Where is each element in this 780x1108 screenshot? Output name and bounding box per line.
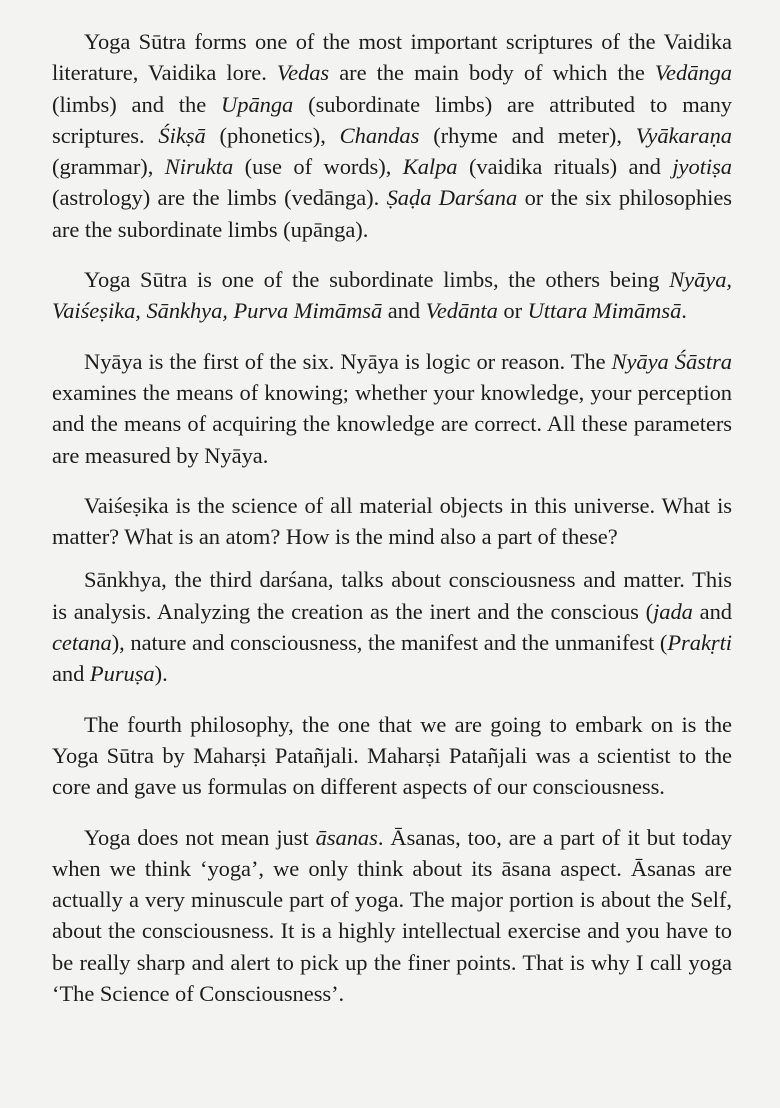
text-run: (use of words), bbox=[233, 154, 403, 180]
paragraph bbox=[52, 564, 732, 689]
text-run: and bbox=[52, 661, 90, 687]
text-run: Yoga Sūtra is one of the subordinate limbs, the others being bbox=[84, 267, 670, 293]
text-run: and bbox=[692, 598, 733, 624]
italic-term: Upānga bbox=[221, 91, 294, 117]
text-run: (grammar), bbox=[52, 154, 165, 180]
text-run: ), nature and consciousness, the manifest and the unmanifest ( bbox=[111, 630, 668, 656]
text-run: Nyāya is the first of the six. Nyāya is logic or reason. The bbox=[84, 348, 612, 374]
text-run: Sānkhya, the third darśana, talks about consciousness and matter. This is analysis. Analyzing the creation as the inert and the conscious ( bbox=[52, 567, 732, 624]
paragraph bbox=[52, 822, 732, 1010]
text-run: Yoga does not mean just bbox=[84, 824, 316, 850]
italic-term: Vedānta bbox=[425, 298, 498, 324]
italic-term: Nyāya Śāstra bbox=[611, 348, 732, 374]
text-run: Vaiśeṣika is the science of all material objects in this universe. What is matter? What is an atom? How is the mind also a part of these? bbox=[52, 492, 732, 550]
italic-term: Ṣaḍa Darśana bbox=[386, 185, 518, 211]
paragraph bbox=[52, 26, 732, 245]
italic-term: Uttara Mimāmsā bbox=[527, 298, 682, 324]
italic-term: Prakṛti bbox=[667, 630, 732, 656]
text-run: Yoga Sūtra forms one of the most important scriptures of the Vaidika literature, Vaidika lore. bbox=[52, 29, 732, 86]
paragraph bbox=[52, 264, 732, 327]
text-run: ). bbox=[154, 661, 168, 687]
italic-term: jada bbox=[653, 598, 693, 624]
text-run: (limbs) and the bbox=[52, 91, 222, 117]
text-run: or bbox=[497, 298, 528, 324]
text-run: The fourth philosophy, the one that we are going to embark on is the Yoga Sūtra by Maharṣi Patañjali. Maharṣi Patañjali was a scientist to the core and gave us formulas on different aspects of our consciousness. bbox=[52, 711, 732, 800]
italic-term: jyotiṣa bbox=[672, 154, 733, 180]
text-run: examines the means of knowing; whether your knowledge, your perception and the means of acquiring the knowledge are correct. All these parameters are measured by Nyāya. bbox=[52, 379, 732, 468]
paragraph bbox=[52, 490, 732, 553]
italic-term: Vedānga bbox=[654, 60, 732, 86]
text-run: . Āsanas, too, are a part of it but today when we think ‘yoga’, we only think about its āsana aspect. Āsanas are actually a very minuscule part of yoga. The major portion is about the Self, about the consciousness. It is a highly intellectual exercise and you have to be really sharp and alert to pick up the finer points. That is why I call yoga ‘The Science of Consciousness’. bbox=[52, 824, 733, 1007]
italic-term: cetana bbox=[52, 630, 112, 656]
text-run: . bbox=[681, 298, 687, 324]
italic-term: Śikṣā bbox=[158, 122, 206, 148]
italic-term: Chandas bbox=[339, 122, 420, 148]
italic-term: Nirukta bbox=[164, 154, 234, 180]
italic-term: Kalpa bbox=[402, 154, 458, 180]
text-run: and bbox=[382, 298, 426, 324]
text-run: (astrology) are the limbs (vedānga). bbox=[52, 185, 387, 211]
text-run: (phonetics), bbox=[205, 122, 340, 148]
text-run: (vaidika rituals) and bbox=[457, 154, 673, 180]
italic-term: Nyāya, Vaiśeṣika, Sānkhya, Purva Mimāmsā bbox=[52, 267, 732, 324]
text-run: (subordinate limbs) are attributed to many scriptures. bbox=[52, 91, 732, 148]
italic-term: Vyākaraṇa bbox=[635, 122, 733, 148]
text-run: or the six philosophies are the subordinate limbs (upānga). bbox=[52, 185, 732, 242]
text-run: (rhyme and meter), bbox=[419, 122, 636, 148]
page-body bbox=[52, 26, 732, 1009]
text-run: are the main body of which the bbox=[329, 60, 655, 86]
italic-term: āsanas bbox=[315, 824, 378, 850]
paragraph bbox=[52, 709, 732, 803]
paragraph bbox=[52, 346, 732, 471]
italic-term: Vedas bbox=[276, 60, 330, 86]
italic-term: Puruṣa bbox=[89, 661, 155, 687]
